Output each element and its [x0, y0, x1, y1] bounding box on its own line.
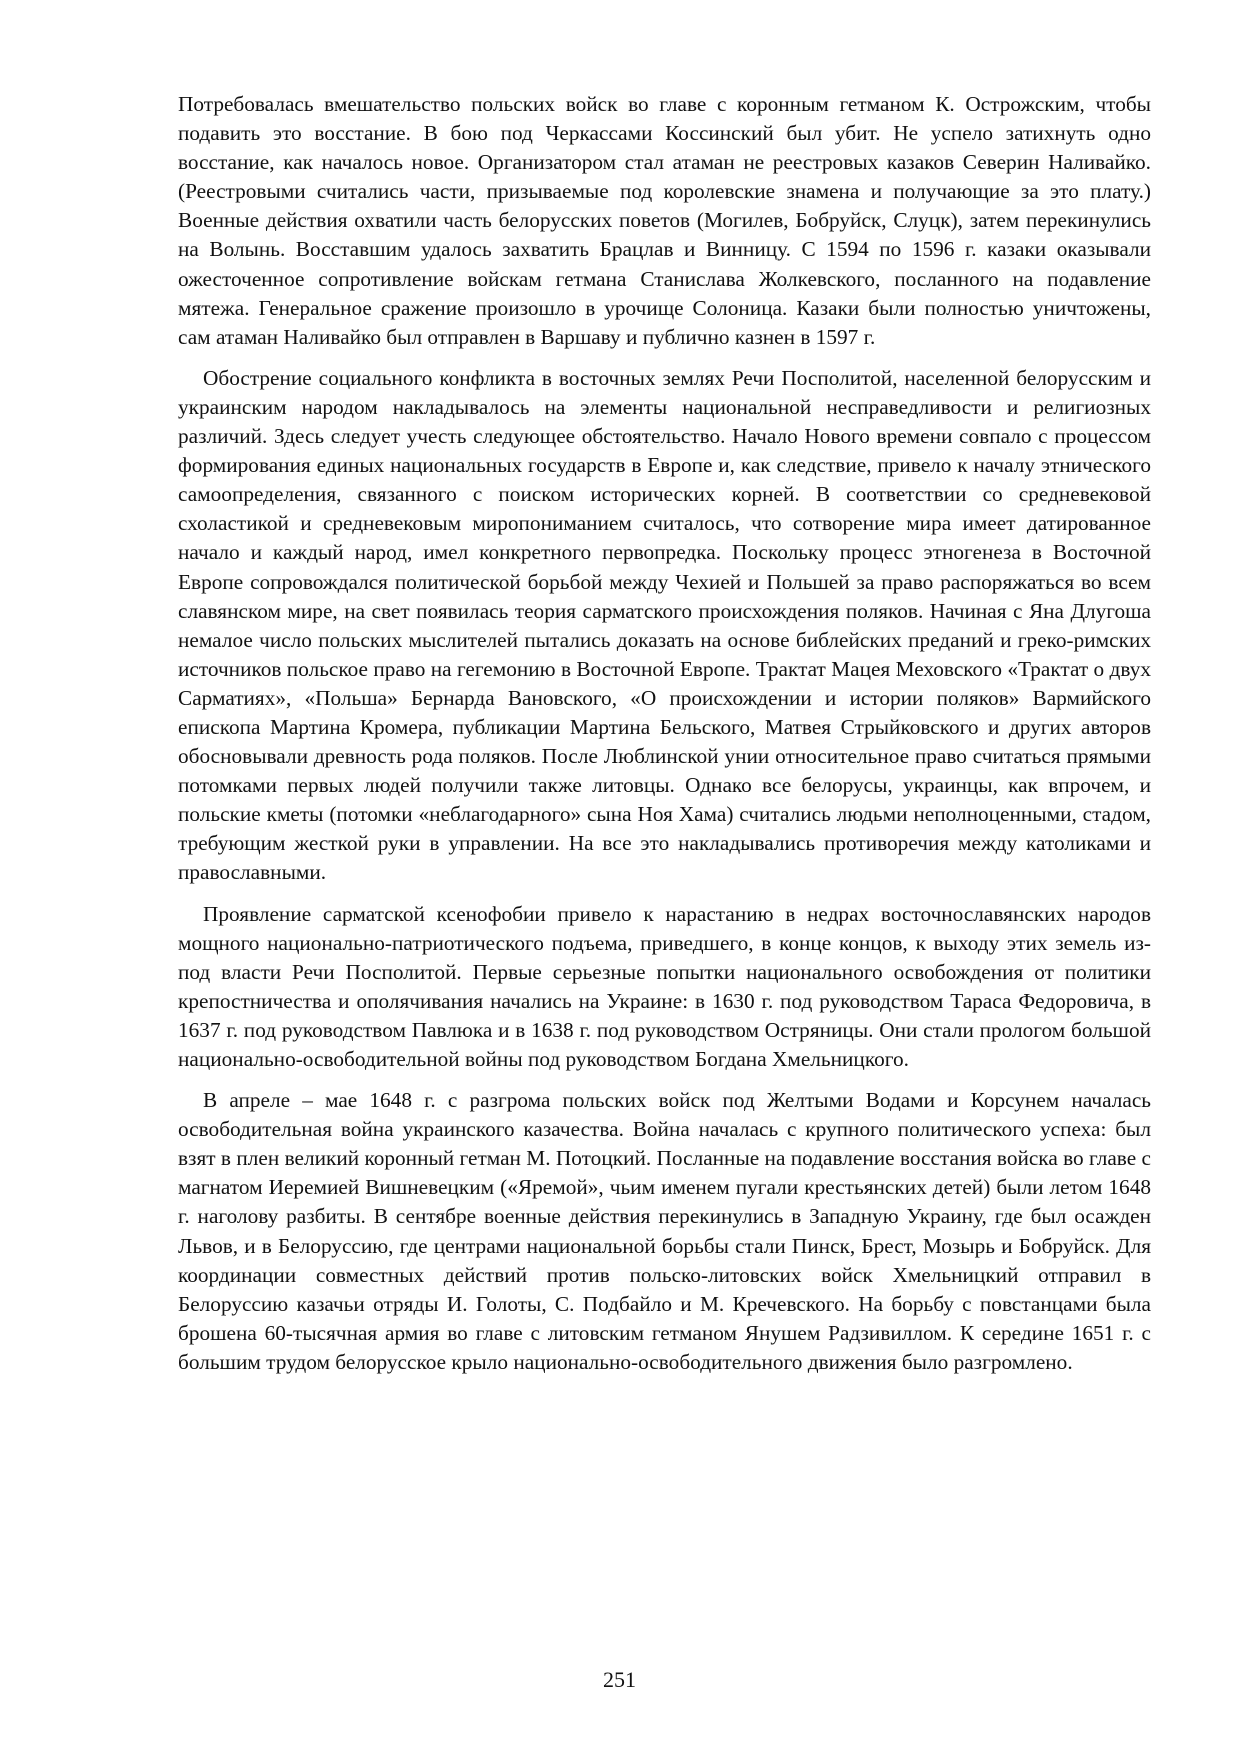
paragraph-1: Потребовалась вмешательство польских войск во главе с коронным гетманом К. Острожским, чтобы подавить это восстание. В бою под Черкассами Коссинский был убит. Не успело затихнуть одно восстание, как началось новое. Организатором стал атаман не реестровых казаков Северин Наливайко. (Реестровыми считались части, призываемые под королевские знамена и получающие за это плату.) Военные действия охватили часть белорусских поветов (Могилев, Бобруйск, Слуцк), затем перекинулись на Волынь. Восставшим удалось захватить Брацлав и Винницу. С 1594 по 1596 г. казаки оказывали ожесточенное сопротивление войскам гетмана Станислава Жолкевского, посланного на подавление мятежа. Генеральное сражение произошло в урочище Солоница. Казаки были полностью уничтожены, сам атаман Наливайко был отправлен в Варшаву и публично казнен в 1597 г. — [178, 92, 1151, 349]
paragraph-2: Обострение социального конфликта в восточных землях Речи Посполитой, населенной белорусским и украинским народом накладывалось на элементы национальной несправедливости и религиозных различий. Здесь следует учесть следующее обстоятельство. Начало Нового времени совпало с процессом формирования единых национальных государств в Европе и, как следствие, привело к началу этнического самоопределения, связанного с поиском исторических корней. В соответствии со средневековой схоластикой и средневековым миропониманием считалось, что сотворение мира имеет датированное начало и каждый народ, имел конкретного первопредка. Поскольку процесс этногенеза в Восточной Европе сопровождался политической борьбой между Чехией и Польшей за право распоряжаться во всем славянском мире, на свет появилась теория сарматского происхождения поляков. Начиная с Яна Длугоша немалое число польских мыслителей пытались доказать на основе библейских преданий и греко-римских источников польское право на гегемонию в Восточной Европе. Трактат Мацея Меховского «Трактат о двух Сарматиях», «Польша» Бернарда Вановского, «О происхождении и истории поляков» Вармийского епископа Мартина Кромера, публикации Мартина Бельского, Матвея Стрыйковского и других авторов обосновывали древность рода поляков. После Люблинской унии относительное право считаться прямыми потомками первых людей получили также литовцы. Однако все белорусы, украинцы, как впрочем, и польские кметы (потомки «неблагодарного» сына Ноя Хама) считались людьми неполноценными, стадом, требующим жесткой руки в управлении. На все это накладывались противоречия между католиками и православными. — [178, 365, 1151, 885]
page-number: 251 — [603, 1667, 636, 1692]
paragraph-3: Проявление сарматской ксенофобии привело к нарастанию в недрах восточнославянских народов мощного национально-патриотического подъема, приведшего, в конце концов, к выходу этих земель из-под власти Речи Посполитой. Первые серьезные попытки национального освобождения от политики крепостничества и ополячивания начались на Украине: в 1630 г. под руководством Тараса Федоровича, в 1637 г. под руководством Павлюка и в 1638 г. под руководством Остряницы. Они стали прологом большой национально-освободительной войны под руководством Богдана Хмельницкого. — [178, 901, 1151, 1071]
paragraph-4: В апреле – мае 1648 г. с разгрома польских войск под Желтыми Водами и Корсунем началась освободительная война украинского казачества. Война началась с крупного политического успеха: был взят в плен великий коронный гетман М. Потоцкий. Посланные на подавление восстания войска во главе с магнатом Иеремией Вишневецким («Яремой», чьим именем пугали крестьянских детей) были летом 1648 г. наголову разбиты. В сентябре военные действия перекинулись в Западную Украину, где был осажден Львов, и в Белоруссию, где центрами национальной борьбы стали Пинск, Брест, Мозырь и Бобруйск. Для координации совместных действий против польско-литовских войск Хмельницкий отправил в Белоруссию казачьи отряды И. Голоты, С. Подбайло и М. Кречевского. На борьбу с повстанцами была брошена 60-тысячная армия во главе с литовским гетманом Янушем Радзивиллом. К середине 1651 г. с большим трудом белорусское крыло национально-освободительного движения было разгромлено. — [178, 1088, 1151, 1374]
body-text — [178, 90, 1151, 1377]
